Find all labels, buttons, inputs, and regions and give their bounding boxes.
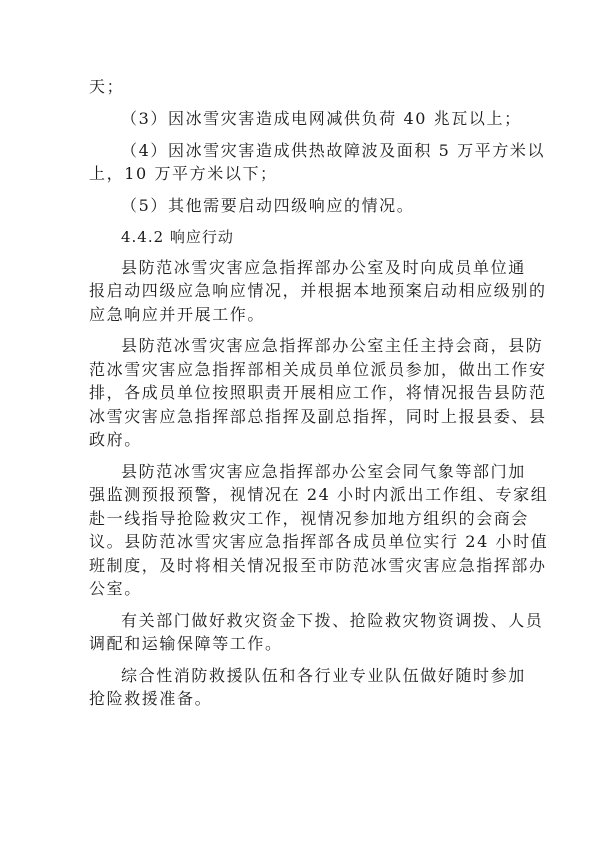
text-line: 有关部门做好救灾资金下拨、抢险救灾物资调拨、人员 bbox=[121, 611, 544, 630]
text-line: 强监测预报预警，视情况在 24 小时内派出工作组、专家组 bbox=[89, 485, 549, 504]
text-line: 天； bbox=[89, 77, 125, 96]
text-line: 范冰雪灾害应急指挥部相关成员单位派员参加，做出工作安 bbox=[89, 360, 547, 379]
text-line: （3）因冰雪灾害造成电网减供负荷 40 兆瓦以上； bbox=[121, 109, 522, 128]
text-line: 县防范冰雪灾害应急指挥部办公室会同气象等部门加 bbox=[121, 462, 526, 481]
text-line: 上，10 万平方米以下； bbox=[89, 164, 278, 183]
section-heading: 4.4.2 响应行动 bbox=[121, 228, 234, 246]
text-line: 排，各成员单位按照职责开展相应工作，将情况报告县防范 bbox=[89, 383, 547, 402]
text-line: 县防范冰雪灾害应急指挥部办公室及时向成员单位通 bbox=[121, 258, 526, 277]
text-line: 议。县防范冰雪灾害应急指挥部各成员单位实行 24 小时值 bbox=[89, 532, 549, 551]
text-line: 班制度，及时将相关情况报至市防范冰雪灾害应急指挥部办 bbox=[89, 556, 547, 575]
text-line: 冰雪灾害应急指挥部总指挥及副总指挥，同时上报县委、县 bbox=[89, 407, 547, 426]
text-line: 赴一线指导抢险救灾工作，视情况参加地方组织的会商会 bbox=[89, 509, 530, 528]
text-line: 综合性消防救援队伍和各行业专业队伍做好随时参加 bbox=[121, 666, 526, 685]
text-line: （4）因冰雪灾害造成供热故障波及面积 5 万平方米以 bbox=[121, 141, 546, 160]
text-line: 调配和运输保障等工作。 bbox=[89, 634, 283, 653]
text-line: 抢险救援准备。 bbox=[89, 689, 213, 708]
text-line: （5）其他需要启动四级响应的情况。 bbox=[121, 196, 415, 215]
text-line: 政府。 bbox=[89, 430, 142, 449]
text-line: 县防范冰雪灾害应急指挥部办公室主任主持会商，县防 bbox=[121, 336, 544, 355]
text-line: 公室。 bbox=[89, 579, 142, 598]
text-line: 报启动四级应急响应情况，并根据本地预案启动相应级别的 bbox=[89, 281, 547, 300]
text-line: 应急响应并开展工作。 bbox=[89, 305, 266, 324]
